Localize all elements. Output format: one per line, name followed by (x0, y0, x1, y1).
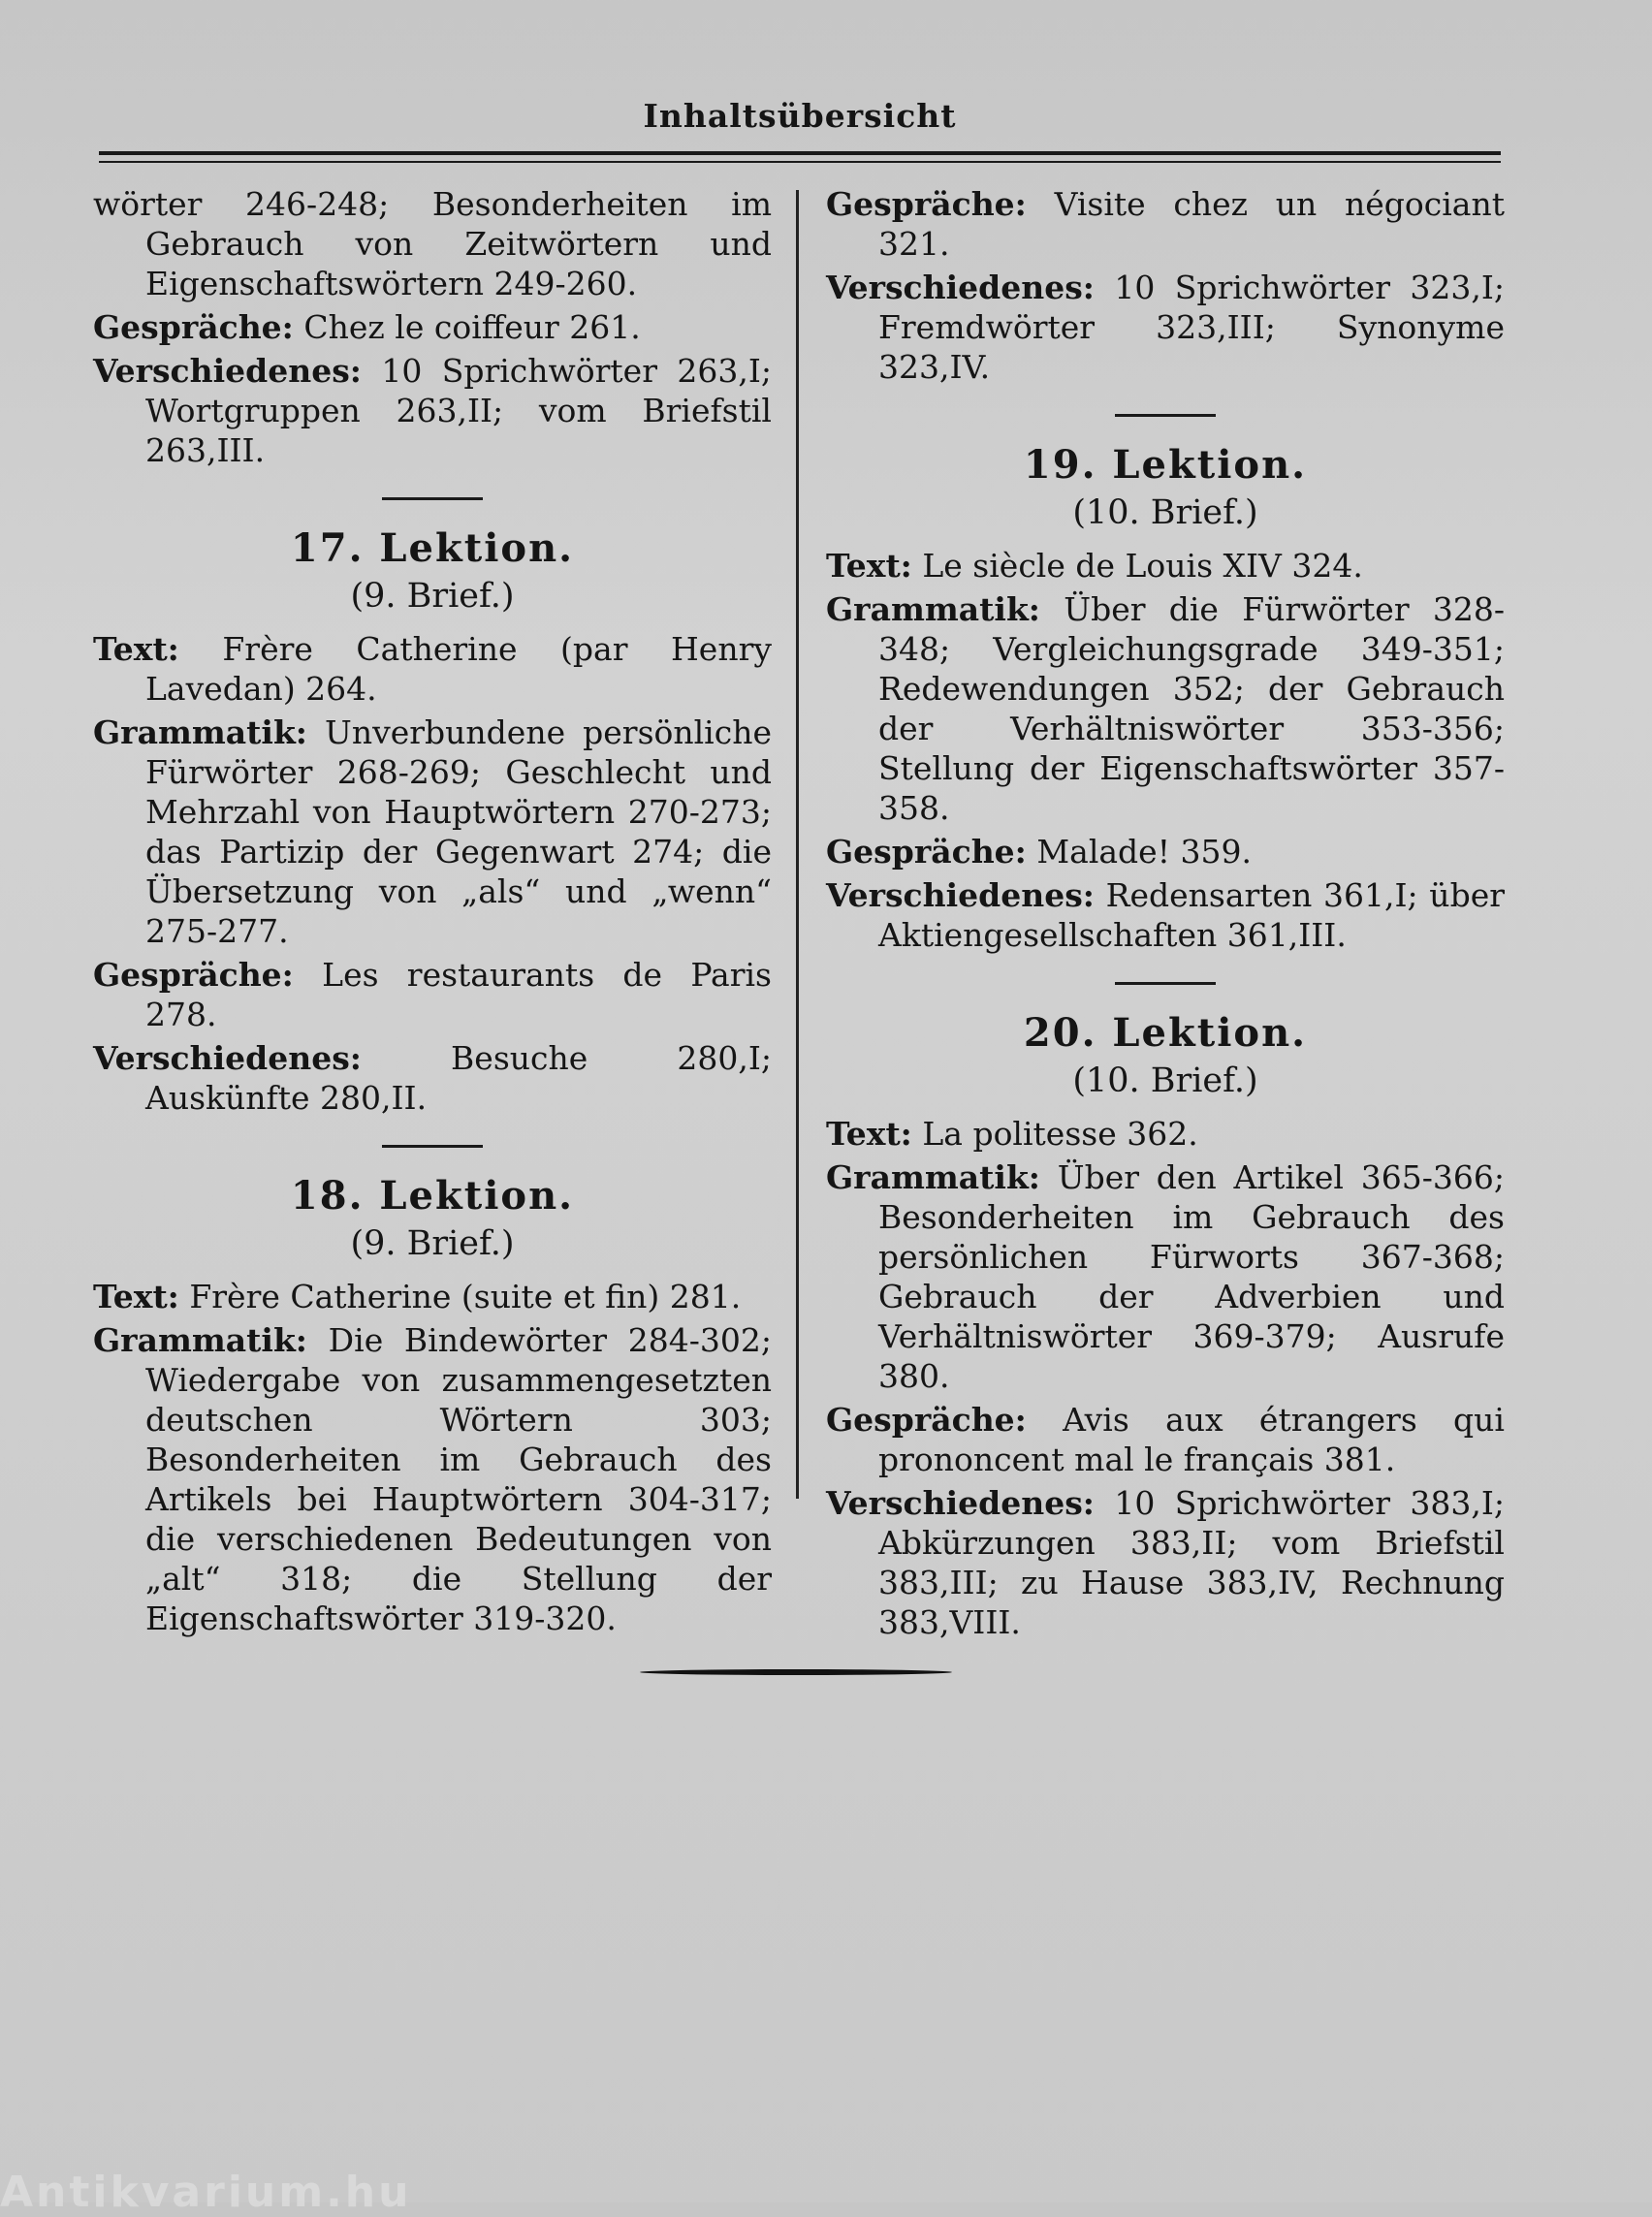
entry: Verschiedenes: Redensarten 361,I; über Aktiengesellschaften 361,III. (826, 876, 1505, 954)
lesson-subtitle: (10. Brief.) (1072, 493, 1258, 532)
entry: Grammatik: Die Bindewörter 284-302; Wiedergabe von zusammengesetzten deutschen Wörtern 303; Besonderheiten im Gebrauch des Artikels bei Hauptwörtern 304-317; die verschiedenen Bedeutungen von „alt“ 318; die Stellung der Eigenschaftswörter 319-320. (93, 1321, 772, 1637)
left-column (93, 184, 772, 1642)
header-rule-thin (99, 161, 1501, 163)
lesson-title: 18. Lektion. (290, 1173, 575, 1219)
lesson-subtitle: (9. Brief.) (350, 1224, 515, 1263)
column-divider (796, 190, 799, 1499)
section-separator (1115, 982, 1216, 985)
entry: Grammatik: Über den Artikel 365-366; Besonderheiten im Gebrauch des persönlichen Fürworts 367-368; Gebrauch der Adverbien und Verhältniswörter 369-379; Ausrufe 380. (826, 1158, 1505, 1395)
entry: Gespräche: Avis aux étrangers qui prononcent mal le français 381. (826, 1401, 1505, 1478)
entry: Text: Frère Catherine (par Henry Lavedan) 264. (93, 630, 772, 708)
entry: Verschiedenes: 10 Sprichwörter 263,I; Wortgruppen 263,II; vom Briefstil 263,III. (93, 352, 772, 469)
lesson-title: 20. Lektion. (1023, 1010, 1308, 1056)
entry: Gespräche: Les restaurants de Paris 278. (93, 956, 772, 1033)
section-separator (382, 1145, 483, 1148)
lesson-title: 19. Lektion. (1023, 442, 1308, 488)
lesson-title: 17. Lektion. (290, 525, 575, 571)
entry: Grammatik: Über die Fürwörter 328-348; Vergleichungsgrade 349-351; Redewendungen 352; der Gebrauch der Verhältniswörter 353-356; Stellung der Eigenschaftswörter 357-358. (826, 590, 1505, 827)
section-separator (1115, 414, 1216, 417)
entry: Verschiedenes: 10 Sprichwörter 323,I; Fremdwörter 323,III; Synonyme 323,IV. (826, 269, 1505, 386)
lesson-subtitle: (9. Brief.) (350, 577, 515, 616)
watermark: Antikvarium.hu (0, 2168, 412, 2217)
right-column (826, 184, 1505, 1646)
end-ornament-rule (640, 1669, 952, 1675)
header-rule-thick (99, 151, 1501, 155)
entry: Grammatik: Unverbundene persönliche Fürwörter 268-269; Geschlecht und Mehrzahl von Hauptwörtern 270-273; das Partizip der Gegenwart 274; die Übersetzung von „als“ und „wenn“ 275-277. (93, 713, 772, 950)
entry: Text: La politesse 362. (826, 1115, 1198, 1153)
lesson-subtitle: (10. Brief.) (1072, 1061, 1258, 1100)
entry: Verschiedenes: Besuche 280,I; Auskünfte 280,II. (93, 1039, 772, 1117)
section-separator (382, 497, 483, 500)
entry: Verschiedenes: 10 Sprichwörter 383,I; Abkürzungen 383,II; vom Briefstil 383,III; zu Hause 383,IV, Rechnung 383,VIII. (826, 1484, 1505, 1641)
entry: Text: Le siècle de Louis XIV 324. (826, 547, 1363, 585)
entry: wörter 246-248; Besonderheiten im Gebrauch von Zeitwörtern und Eigenschaftswörtern 249-260. (93, 185, 772, 302)
entry: Gespräche: Malade! 359. (826, 833, 1252, 871)
running-header: Inhaltsübersicht (643, 97, 957, 135)
entry: Gespräche: Visite chez un négociant 321. (826, 185, 1505, 263)
entry: Gespräche: Chez le coiffeur 261. (93, 308, 641, 346)
entry: Text: Frère Catherine (suite et fin) 281. (93, 1278, 742, 1315)
